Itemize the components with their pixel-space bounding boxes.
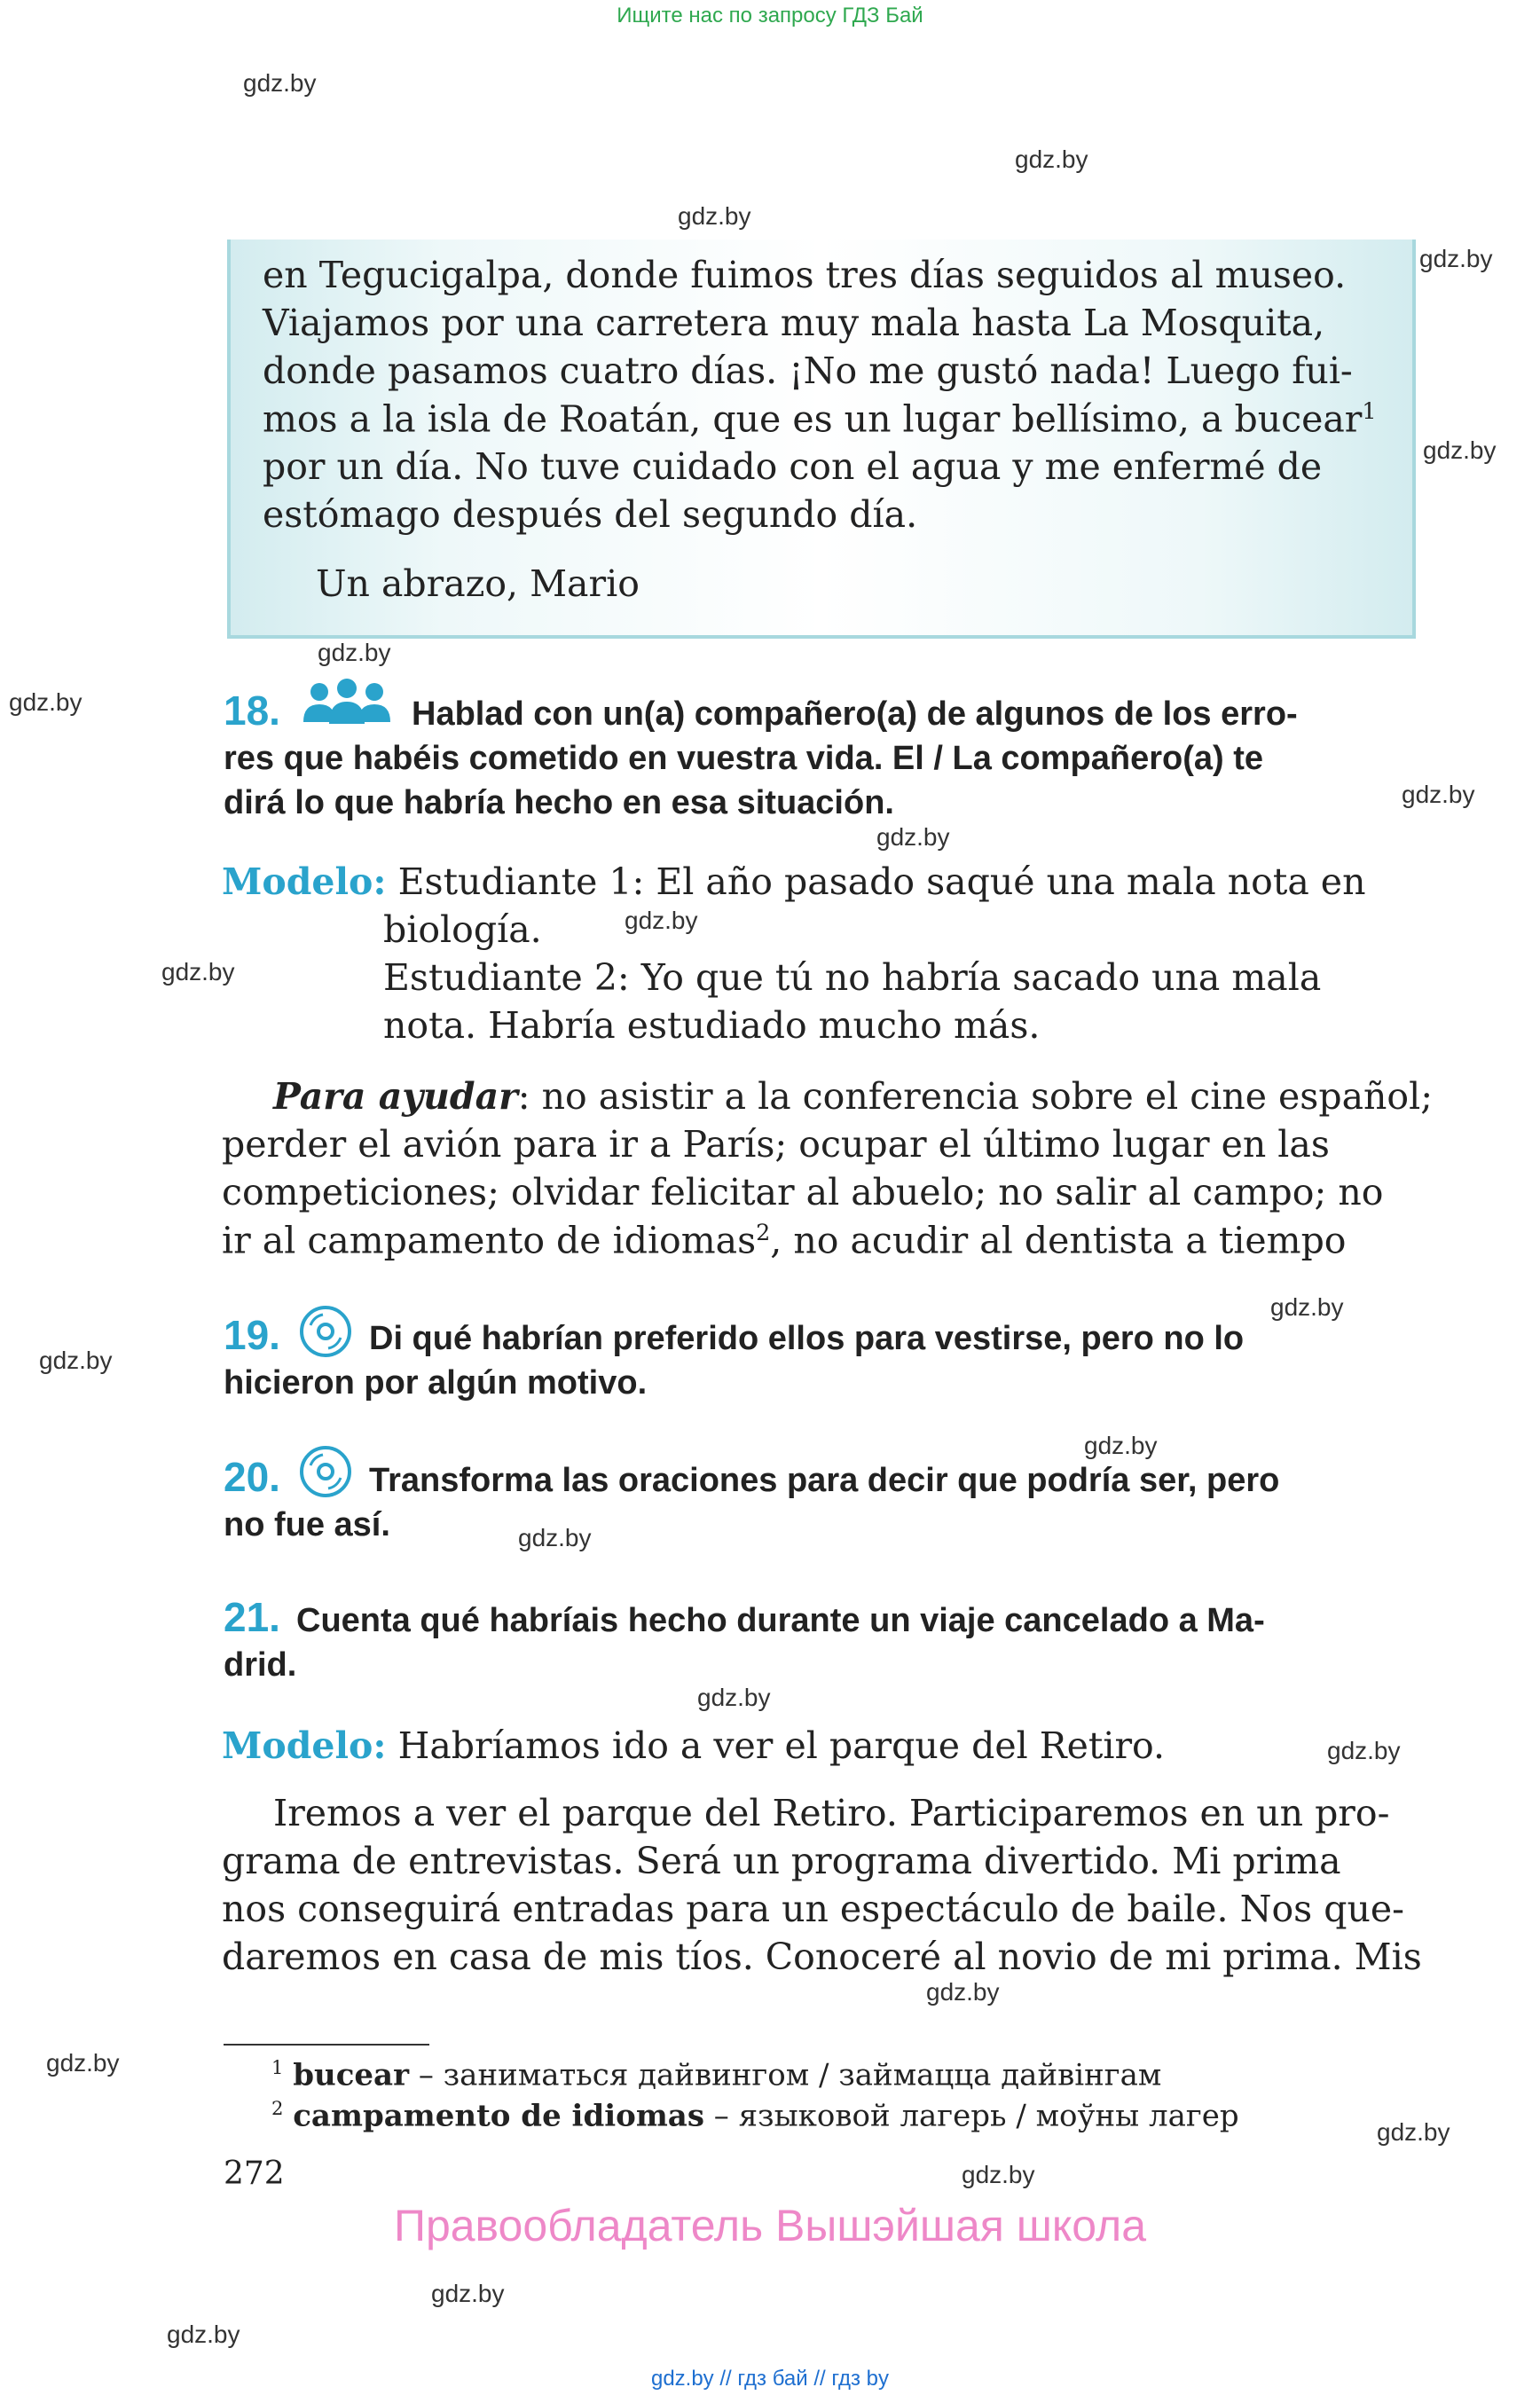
watermark: gdz.by [1402,781,1475,808]
watermark: gdz.by [1377,2118,1450,2146]
help-line: perder el avión para ir a París; ocupar el último lugar en las [222,1123,1330,1166]
exercise-number: 18. [224,687,280,734]
page-number: 272 [224,2156,285,2192]
exercise-instruction: Cuenta qué habríais hecho durante un viaje cancelado a Ma- [296,1602,1265,1639]
help-line: Para ayudar: no asistir a la conferencia sobre el cine español; [273,1075,1434,1118]
watermark: gdz.by [1084,1432,1158,1459]
letter-line: estómago después del segundo día. [263,493,918,536]
watermark: gdz.by [926,1978,1000,2006]
watermark: gdz.by [167,2321,240,2348]
bottom-banner: gdz.by // гдз бай // гдз by [650,2367,890,2391]
modelo-label: Modelo: [222,1724,387,1767]
text-line: Iremos a ver el parque del Retiro. Participaremos en un pro- [273,1792,1390,1834]
help-line: competiciones; olvidar felicitar al abuelo; no salir al campo; no [222,1171,1384,1213]
model-line: Modelo: Habríamos ido a ver el parque del Retiro. [222,1724,1166,1767]
exercise-instruction: hicieron por algún motivo. [224,1364,648,1402]
watermark: gdz.by [9,688,82,716]
exercise-instruction: Hablad con un(a) compañero(a) de algunos de los erro- [412,695,1298,733]
help-line: ir al campamento de idiomas$^2$, no acudir al dentista a tiempo [222,1219,1347,1262]
cd-audio-icon [298,1304,353,1359]
exercise-instruction: drid. [224,1646,297,1684]
letter-line: donde pasamos cuatro días. ¡No me gustó nada! Luego fui- [263,349,1353,392]
text-line: nos conseguirá entradas para un espectáculo de baile. Nos que- [222,1888,1405,1930]
watermark: gdz.by [161,958,235,986]
watermark: gdz.by [1327,1737,1401,1764]
footnote: $^1$ bucear – заниматься дайвингом / займацца дайвінгам [271,2056,1162,2093]
model-line: Modelo: Estudiante 1: El año pasado saqué una mala nota en [222,860,1366,903]
exercise-instruction: dirá lo que habría hecho en esa situación. [224,784,894,821]
letter-line: en Tegucigalpa, donde fuimos tres días seguidos al museo. [263,254,1347,296]
help-label: Para ayudar [273,1075,518,1118]
watermark: gdz.by [1015,145,1088,173]
exercise-instruction: no fue así. [224,1506,390,1543]
footnote-divider [224,2044,429,2046]
watermark: gdz.by [243,69,317,97]
exercise-instruction: res que habéis cometido en vuestra vida. El / La compañero(a) te [224,740,1264,777]
watermark: gdz.by [1270,1293,1344,1321]
watermark: gdz.by [697,1684,771,1711]
modelo-label: Modelo: [222,860,387,903]
watermark: gdz.by [962,2161,1035,2188]
letter-line: mos a la isla de Roatán, que es un lugar bellísimo, a bucear$^1$ [263,397,1377,441]
watermark: gdz.by [46,2049,120,2077]
exercise-instruction: Di qué habrían preferido ellos para vestirse, pero no lo [369,1320,1245,1357]
model-line: nota. Habría estudiado mucho más. [383,1004,1041,1047]
footnote: $^2$ campamento de idiomas – языковой лагерь / моўны лагер [271,2097,1239,2134]
group-work-icon [298,678,396,727]
watermark: gdz.by [318,639,391,666]
watermark: gdz.by [1423,436,1497,464]
letter-line: Viajamos por una carretera muy mala hasta La Mosquita, [263,302,1325,344]
rights-holder: Правообладатель Вышэйшая школа [394,2201,1146,2250]
watermark: gdz.by [625,907,698,934]
exercise-number: 19. [224,1312,280,1358]
text-line: grama de entrevistas. Será un programa divertido. Mi prima [222,1840,1341,1882]
exercise-instruction: Transforma las oraciones para decir que podría ser, pero [369,1462,1280,1499]
cd-audio-icon [298,1444,353,1499]
text-line: daremos en casa de mis tíos. Conoceré al novio de mi prima. Mis [222,1936,1422,1978]
watermark: gdz.by [431,2280,505,2307]
model-line: biología. [383,908,542,951]
letter-line: por un día. No tuve cuidado con el agua y me enfermé de [263,445,1323,488]
watermark: gdz.by [876,823,950,851]
watermark: gdz.by [518,1524,592,1551]
watermark: gdz.by [678,202,751,230]
top-banner: Ищите нас по запросу ГДЗ Бай [617,4,923,27]
exercise-number: 20. [224,1454,280,1500]
watermark: gdz.by [1419,245,1493,272]
watermark: gdz.by [39,1347,113,1374]
exercise-number: 21. [224,1594,280,1640]
model-line: Estudiante 2: Yo que tú no habría sacado una mala [383,956,1322,999]
letter-signature: Un abrazo, Mario [316,562,640,605]
